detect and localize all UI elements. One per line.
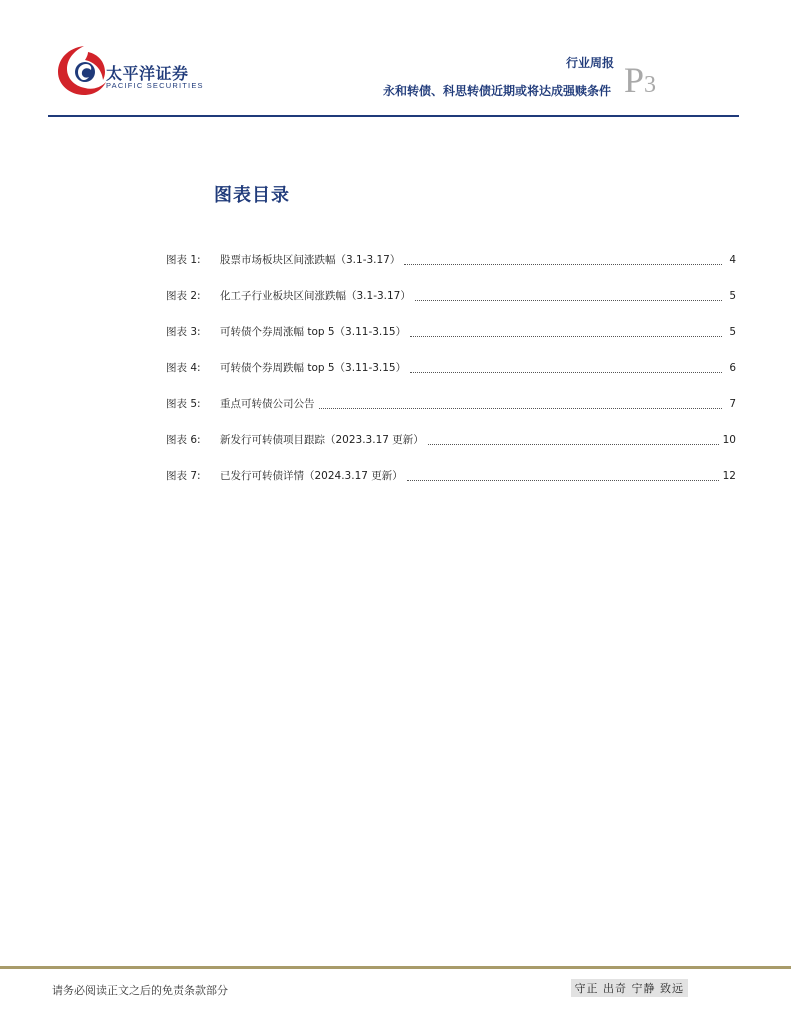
toc-entry-label: 图表 4:	[166, 362, 201, 374]
footer-motto: 守正 出奇 宁静 致远	[571, 979, 689, 997]
toc-leader-dots	[410, 364, 722, 373]
toc-entry[interactable]	[166, 432, 736, 450]
page-number-prefix: P	[624, 60, 645, 100]
toc-leader-dots	[415, 292, 722, 301]
toc-heading: 图表目录	[214, 185, 290, 206]
toc-entry-title: 可转债个券周跌幅 top 5（3.11-3.15）	[220, 362, 407, 374]
toc-entry-title: 化工子行业板块区间涨跌幅（3.1-3.17）	[220, 290, 411, 302]
toc-leader-dots	[428, 436, 719, 445]
toc-leader-dots	[410, 328, 722, 337]
toc-entry-title: 重点可转债公司公告	[220, 398, 315, 410]
brand-name-en: PACIFIC SECURITIES	[106, 81, 204, 90]
toc-entry-title: 股票市场板块区间涨跌幅（3.1-3.17）	[220, 254, 401, 266]
toc-entry-label: 图表 7:	[166, 470, 201, 482]
toc-entry-title: 新发行可转债项目跟踪（2023.3.17 更新）	[220, 434, 424, 446]
page-number-value: 3	[644, 72, 657, 98]
toc-leader-dots	[319, 400, 723, 409]
report-title: 永和转债、科思转债近期或将达成强赎条件	[382, 84, 611, 98]
header-divider	[48, 115, 739, 117]
footer-divider	[0, 966, 791, 969]
toc-entry-label: 图表 5:	[166, 398, 201, 410]
page-number	[624, 62, 656, 98]
toc-leader-dots	[407, 472, 719, 481]
toc-entry[interactable]	[166, 468, 736, 486]
toc-entry[interactable]	[166, 252, 736, 270]
toc-leader-dots	[404, 256, 722, 265]
toc-entry[interactable]	[166, 360, 736, 378]
toc-entry-title: 已发行可转债详情（2024.3.17 更新）	[220, 470, 403, 482]
toc-entry-page: 6	[729, 362, 736, 374]
toc-entry[interactable]	[166, 396, 736, 414]
toc-entry-label: 图表 3:	[166, 326, 201, 338]
toc-entry-label: 图表 1:	[166, 254, 201, 266]
brand-name-cn: 太平洋证券	[106, 64, 189, 83]
toc-entry[interactable]	[166, 288, 736, 306]
toc-entry-label: 图表 2:	[166, 290, 201, 302]
report-type: 行业周报	[565, 56, 614, 70]
toc-entry-page: 12	[722, 470, 736, 482]
toc-entry-label: 图表 6:	[166, 434, 201, 446]
toc-entry-page: 7	[729, 398, 736, 410]
toc-entry-page: 5	[729, 326, 736, 338]
footer-disclaimer: 请务必阅读正文之后的免责条款部分	[52, 984, 228, 997]
toc-entry-page: 10	[722, 434, 736, 446]
toc-entry-page: 5	[729, 290, 736, 302]
toc-entry[interactable]	[166, 324, 736, 342]
toc-entry-page: 4	[729, 254, 736, 266]
toc-entry-title: 可转债个券周涨幅 top 5（3.11-3.15）	[220, 326, 407, 338]
